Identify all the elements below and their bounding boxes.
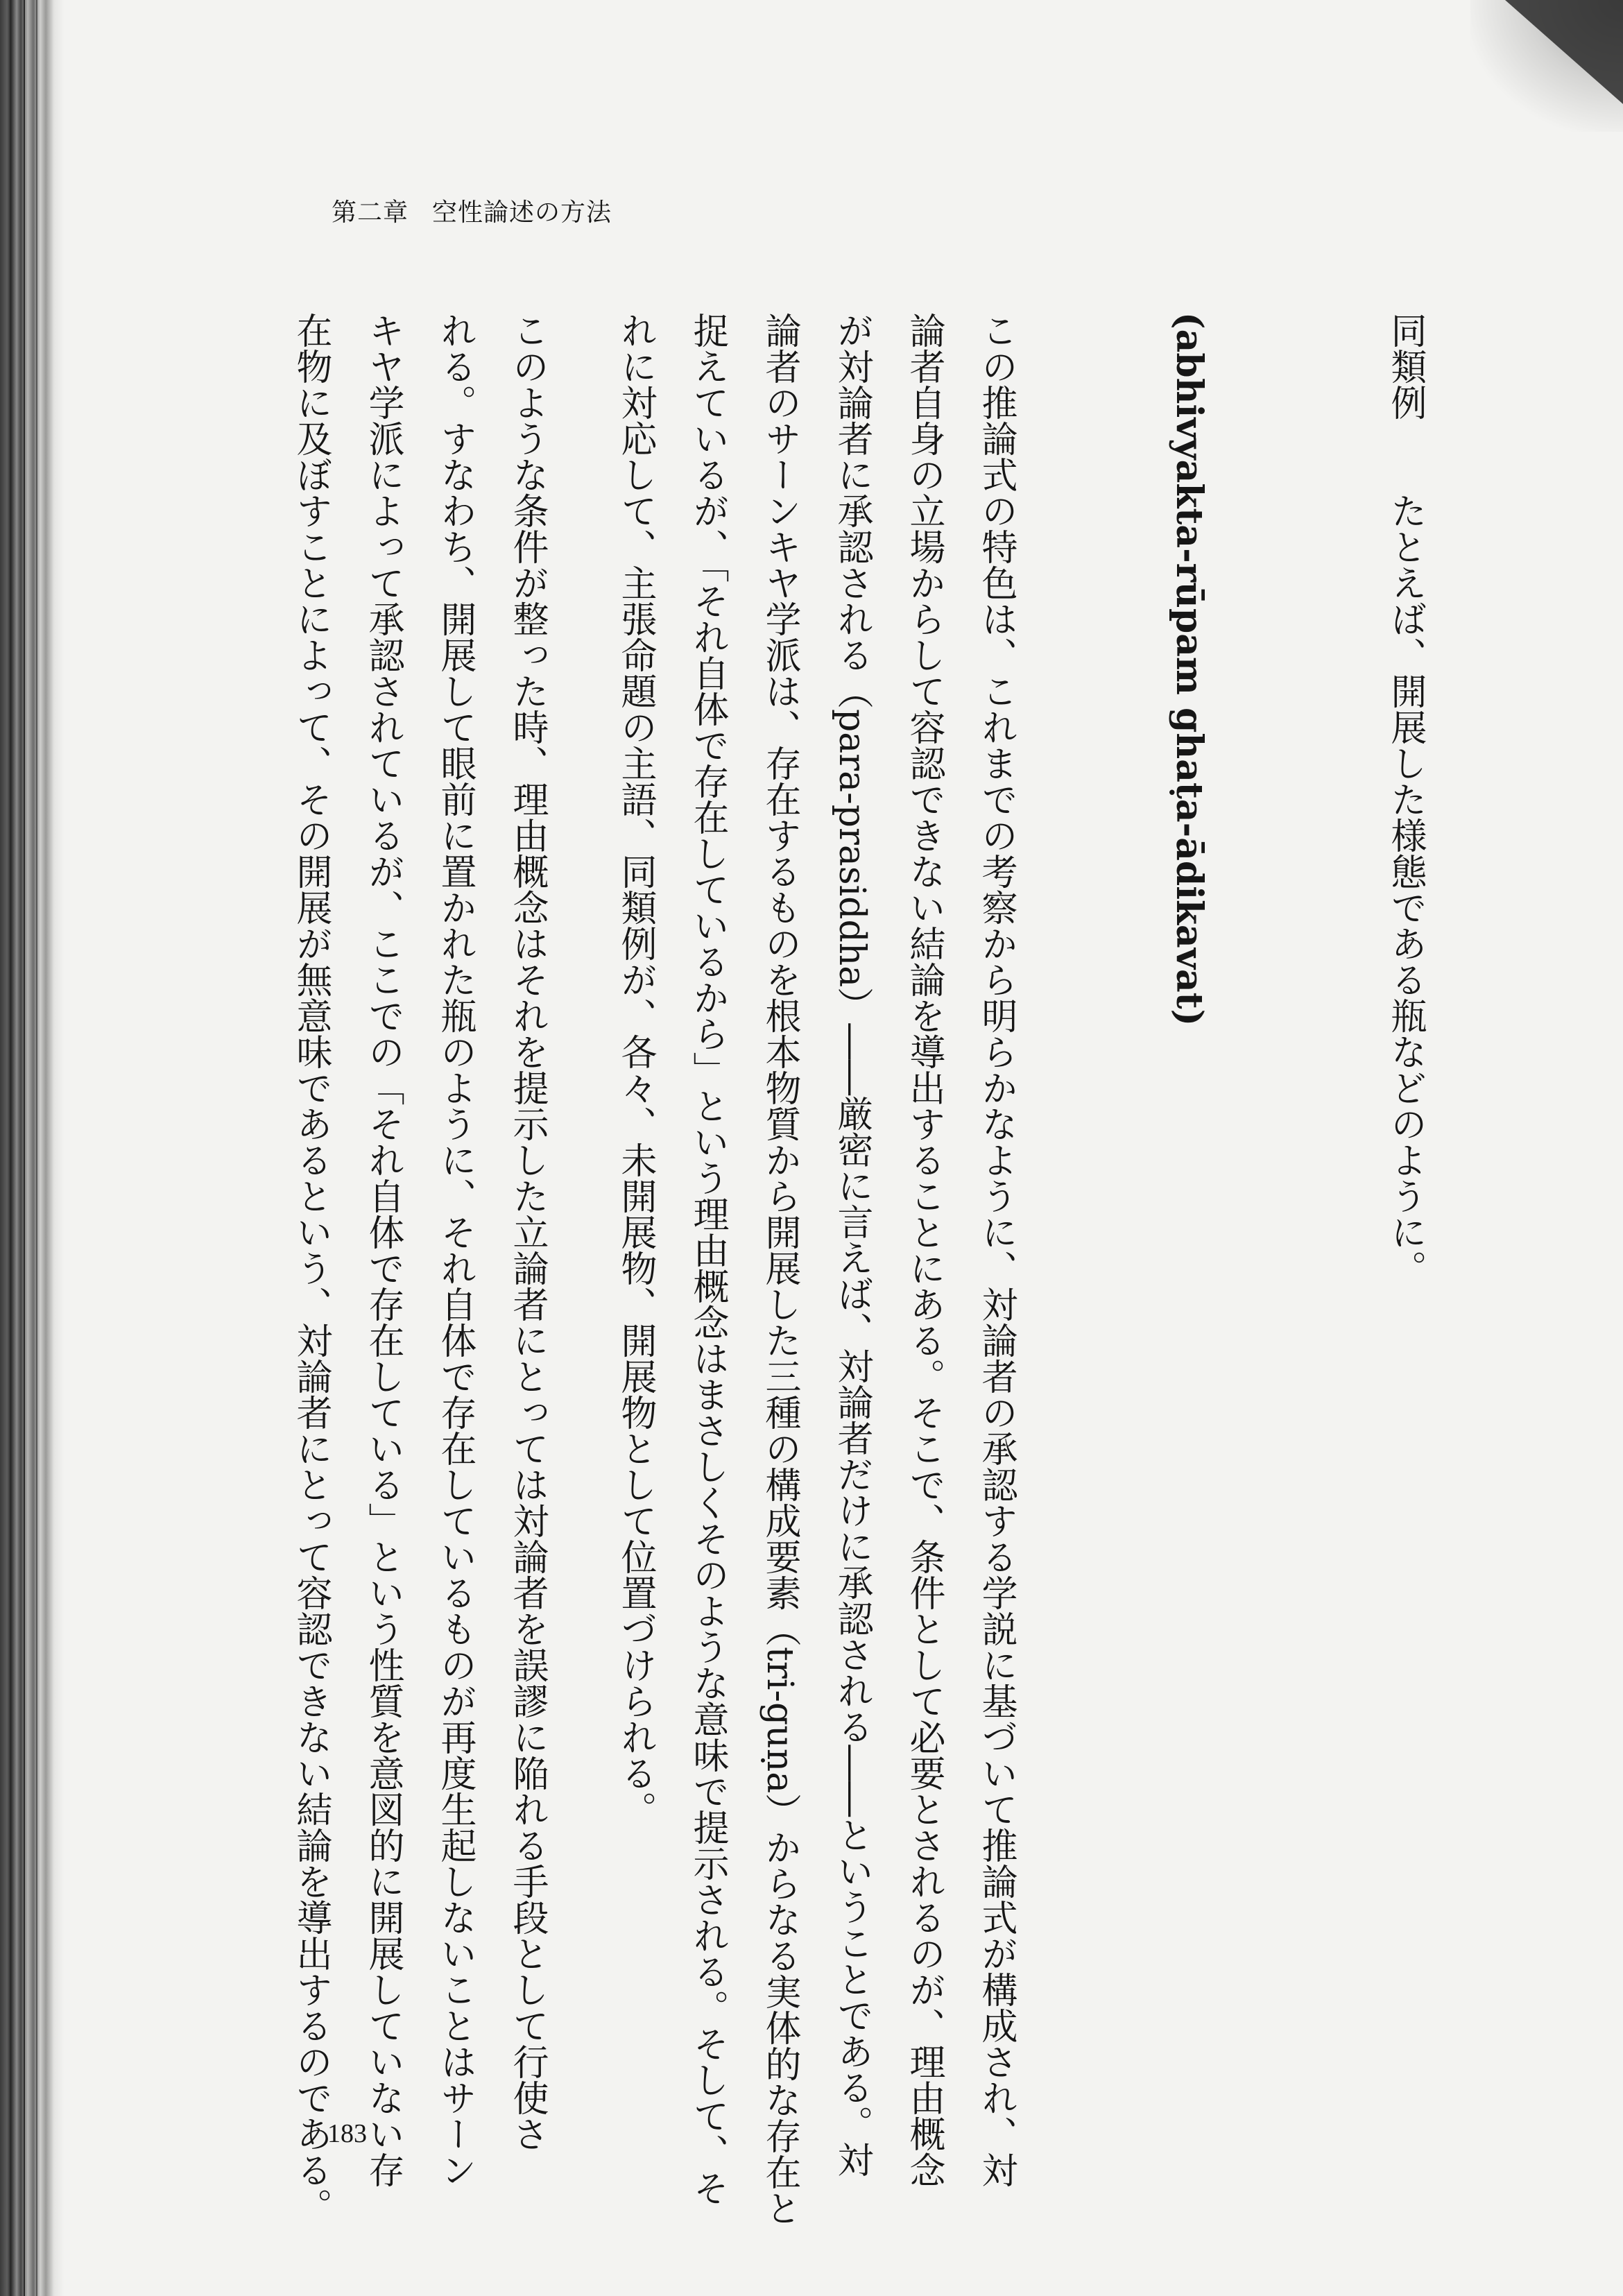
running-header <box>332 193 612 228</box>
example-label: 同類例 <box>1384 312 1426 420</box>
paragraph-1-line: この推論式の特色は、これまでの考察から明らかなように、対論者の承認する学説に基づいて推論式が構成され、対 <box>975 312 1017 2188</box>
paragraph-1-line: れに対応して、主張命題の主語、同類例が、各々、未開展物、開展物として位置づけられる。 <box>615 312 656 1827</box>
example-text: たとえば、開展した様態である瓶などのように。 <box>1384 492 1426 1286</box>
page-number: 183 <box>327 2119 367 2148</box>
spacer <box>190 312 275 2060</box>
paragraph-1-line: 捉えているが、「それ自体で存在しているから」という理由概念はまさしくそのような意味で提示される。そして、そ <box>687 312 728 2206</box>
paragraph-1-line: 論者自身の立場からして容認できない結論を導出することにある。そこで、条件として必要とされるのが、理由概念 <box>903 312 945 2188</box>
example-romanization-line <box>1153 312 1369 2060</box>
scan-corner-shadow <box>1505 0 1623 104</box>
paragraph-1-line: 論者のサーンキヤ学派は、存在するものを根本物質から開展した三種の構成要素（tri-guṇa）からなる実体的な存在と <box>759 312 800 2227</box>
paragraph-1-line: が対論者に承認される（para-prasiddha）――厳密に言えば、対論者だけに承認される――ということである。対 <box>831 312 873 2178</box>
spacer <box>1068 312 1153 2060</box>
section-heading <box>0 312 190 2060</box>
paragraph-2-line: このような条件が整った時、理由概念はそれを提示した立論者にとっては対論者を誤謬に陥れる手段として行使さ <box>506 312 548 2152</box>
example-romanization: (abhivyakta-rūpam ghaṭa-ādikavat) <box>1168 312 1210 1027</box>
chapter-number: 第二章 <box>332 198 409 227</box>
example-line <box>1369 312 1441 2060</box>
paragraph-2-line: れる。すなわち、開展して眼前に置かれた瓶のように、それ自体で存在しているものが再度生起しないことはサーン <box>434 312 476 2188</box>
paragraph-2-line: キヤ学派によって承認されているが、ここでの「それ自体で存在している」という性質を意図的に開展していない存 <box>362 312 404 2188</box>
chapter-title: 空性論述の方法 <box>432 198 612 227</box>
paragraph-2-line: 在物に及ぼすことによって、その開展が無意味であるという、対論者にとって容認できない結論を導出するのである。 <box>290 312 332 2224</box>
